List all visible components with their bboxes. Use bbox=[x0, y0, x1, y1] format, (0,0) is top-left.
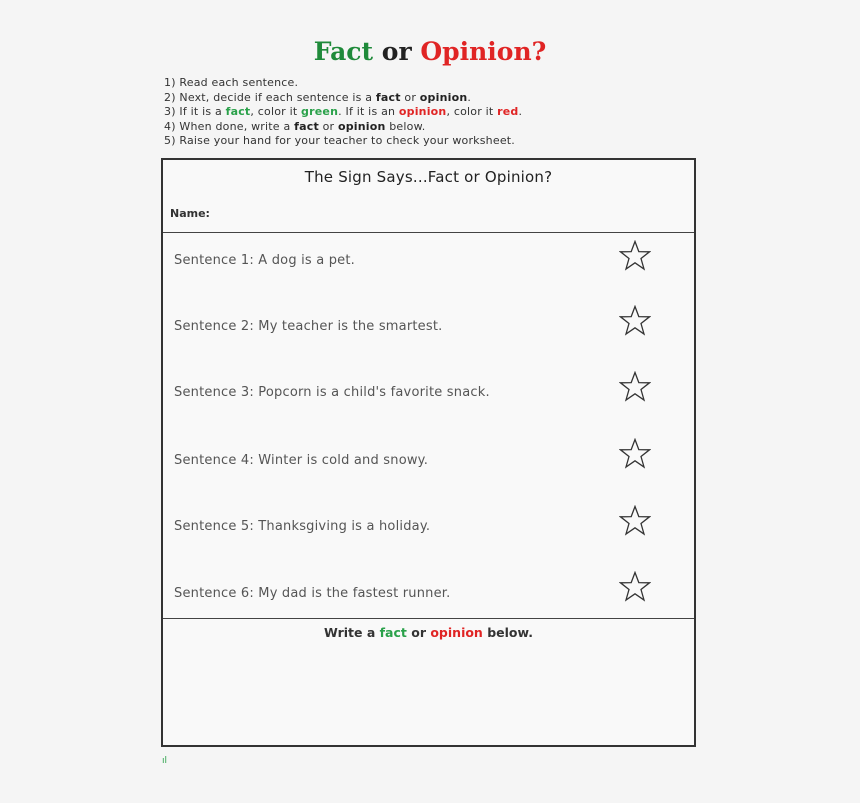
instruction-2 bbox=[164, 91, 522, 106]
write-prompt-text: Write a bbox=[324, 625, 380, 640]
instruction-3-green: green bbox=[301, 105, 339, 119]
sentence-6: Sentence 6: My dad is the fastest runner. bbox=[174, 586, 451, 601]
star-icon[interactable] bbox=[619, 571, 651, 603]
worksheet-title: The Sign Says...Fact or Opinion? bbox=[304, 168, 553, 186]
instruction-4-text: 4) When done, write a bbox=[164, 119, 295, 133]
instruction-3-end: . bbox=[518, 105, 523, 119]
sentences-divider bbox=[163, 618, 694, 619]
instruction-2-end: . bbox=[467, 90, 472, 104]
sentence-4: Sentence 4: Winter is cold and snowy. bbox=[174, 453, 429, 468]
write-prompt-or: or bbox=[406, 625, 431, 640]
write-prompt bbox=[163, 625, 694, 640]
instruction-1: 1) Read each sentence. bbox=[164, 76, 299, 89]
write-prompt-end: below. bbox=[482, 625, 533, 640]
instruction-3-red: red bbox=[497, 105, 519, 119]
instruction-2-or: or bbox=[400, 90, 420, 104]
heading-fact: Fact bbox=[313, 37, 374, 66]
instructions-list bbox=[164, 76, 522, 149]
sentence-1: Sentence 1: A dog is a pet. bbox=[174, 253, 355, 268]
worksheet-heading bbox=[0, 34, 860, 70]
sentence-3: Sentence 3: Popcorn is a child's favorite snack. bbox=[174, 385, 490, 400]
write-prompt-fact: fact bbox=[379, 625, 407, 640]
instruction-4-end: below. bbox=[385, 119, 426, 133]
star-icon[interactable] bbox=[619, 438, 651, 470]
instruction-4 bbox=[164, 120, 522, 135]
instruction-5: 5) Raise your hand for your teacher to check your worksheet. bbox=[164, 134, 515, 148]
instruction-3-d: , color it bbox=[446, 105, 498, 119]
write-prompt-opinion: opinion bbox=[430, 625, 483, 640]
sentence-2: Sentence 2: My teacher is the smartest. bbox=[174, 319, 443, 334]
instruction-3 bbox=[164, 105, 522, 120]
answer-writing-area[interactable] bbox=[163, 650, 694, 745]
worksheet-box bbox=[161, 158, 696, 747]
instruction-3-fact: fact bbox=[225, 105, 251, 119]
star-icon[interactable] bbox=[619, 505, 651, 537]
instruction-2-fact: fact bbox=[375, 90, 401, 104]
name-label: Name: bbox=[170, 207, 210, 220]
heading-question-mark: ? bbox=[531, 37, 547, 66]
instruction-3-opinion: opinion bbox=[398, 105, 447, 119]
instruction-3-text: 3) If it is a bbox=[164, 105, 226, 119]
footer-mark: ıl bbox=[162, 756, 168, 766]
instruction-2-opinion: opinion bbox=[419, 90, 468, 104]
instruction-4-opinion: opinion bbox=[337, 119, 386, 133]
heading-opinion: Opinion bbox=[420, 37, 532, 66]
instruction-4-or: or bbox=[318, 119, 338, 133]
heading-or: or bbox=[373, 37, 421, 66]
sentence-5: Sentence 5: Thanksgiving is a holiday. bbox=[174, 519, 431, 534]
star-icon[interactable] bbox=[619, 371, 651, 403]
star-icon[interactable] bbox=[619, 305, 651, 337]
instruction-3-b: , color it bbox=[250, 105, 302, 119]
instruction-3-c: . If it is an bbox=[338, 105, 399, 119]
instruction-4-fact: fact bbox=[294, 119, 319, 133]
star-icon[interactable] bbox=[619, 240, 651, 272]
instruction-2-text: 2) Next, decide if each sentence is a bbox=[164, 90, 376, 104]
header-divider bbox=[163, 232, 694, 233]
